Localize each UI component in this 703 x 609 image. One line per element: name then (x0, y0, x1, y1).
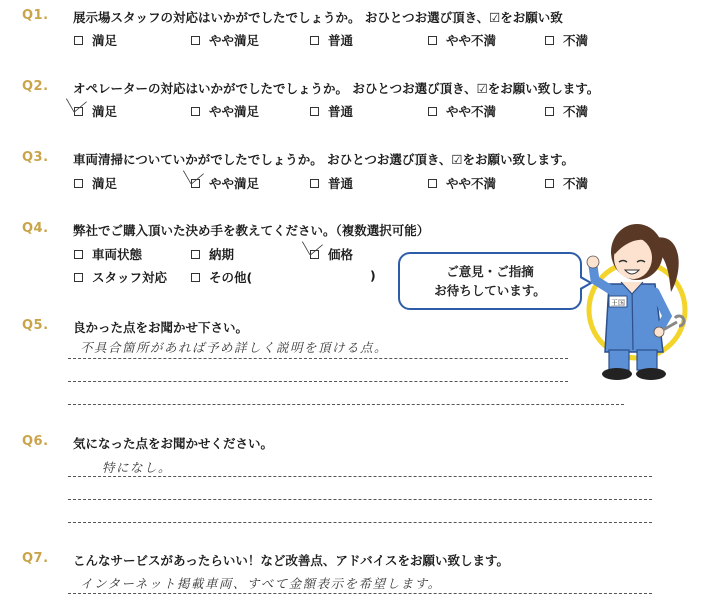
handwritten-answer: 不具合箇所があれば予め詳しく説明を頂ける点。 (80, 340, 389, 355)
option-checkbox[interactable]: やや不満 (428, 31, 496, 49)
option-checkbox[interactable]: 普通 (310, 102, 353, 120)
question-text: 車両清掃についていかがでしたでしょうか。 おひとつお選び頂き、☑をお願い致します。 (73, 152, 575, 167)
question-text: こんなサービスがあったらいい！など改善点、アドバイスをお願い致します。 (73, 553, 510, 568)
mascot-illustration (585, 212, 697, 390)
checkbox[interactable] (191, 107, 200, 116)
checkbox-checked[interactable] (191, 179, 200, 188)
checkbox-checked[interactable] (74, 107, 83, 116)
other-close-paren: ) (370, 268, 376, 283)
checkbox[interactable] (74, 179, 83, 188)
checkbox[interactable] (191, 273, 200, 282)
option-checkbox[interactable]: やや満足 (191, 31, 259, 49)
speech-bubble (398, 252, 582, 310)
option-checkbox[interactable]: 納期 (191, 245, 234, 263)
option-checkbox[interactable]: 車両状態 (74, 245, 142, 263)
option-checkbox[interactable]: 不満 (545, 102, 588, 120)
checkbox[interactable] (74, 36, 83, 45)
question-text: 展示場スタッフの対応はいかがでしたでしょうか。 おひとつお選び頂き、☑をお願い致 (73, 10, 563, 25)
option-checkbox[interactable]: やや不満 (428, 102, 496, 120)
bubble-line-2: お待ちしています。 (434, 283, 546, 298)
question-number: Q7. (22, 551, 49, 566)
answer-line (68, 404, 624, 405)
checkbox[interactable] (191, 36, 200, 45)
checkbox[interactable] (310, 107, 319, 116)
question-number: Q1. (22, 8, 49, 23)
question-text: 気になった点をお聞かせください。 (73, 436, 274, 451)
question-text: 良かった点をお聞かせ下さい。 (73, 320, 249, 335)
answer-line (68, 381, 568, 382)
question-text: 弊社でご購入頂いた決め手を教えてください。（複数選択可能） (73, 223, 430, 238)
option-checkbox[interactable]: 満足 (74, 102, 117, 120)
checkbox[interactable] (74, 250, 83, 259)
checkbox[interactable] (428, 107, 437, 116)
option-checkbox[interactable]: 普通 (310, 31, 353, 49)
answer-line (68, 358, 568, 359)
option-checkbox[interactable]: 満足 (74, 31, 117, 49)
answer-line (68, 522, 652, 523)
question-number: Q3. (22, 150, 49, 165)
option-checkbox[interactable]: やや満足 (191, 174, 259, 192)
option-checkbox[interactable]: 価格 (310, 245, 353, 263)
checkbox[interactable] (545, 179, 554, 188)
question-number: Q2. (22, 79, 49, 94)
checkbox[interactable] (428, 36, 437, 45)
option-checkbox[interactable]: やや不満 (428, 174, 496, 192)
answer-line (68, 593, 652, 594)
checkbox[interactable] (310, 36, 319, 45)
bubble-line-1: ご意見・ご指摘 (446, 264, 534, 279)
checkbox[interactable] (545, 36, 554, 45)
checkbox[interactable] (545, 107, 554, 116)
checkbox[interactable] (74, 273, 83, 282)
handwritten-answer: インターネット掲載車両、すべて金額表示を希望します。 (80, 576, 442, 591)
handwritten-answer: 特になし。 (102, 460, 173, 475)
answer-line (68, 476, 652, 477)
checkbox[interactable] (310, 179, 319, 188)
option-checkbox[interactable]: 不満 (545, 174, 588, 192)
question-number: Q6. (22, 434, 49, 449)
option-checkbox[interactable]: スタッフ対応 (74, 268, 167, 286)
checkbox[interactable] (191, 250, 200, 259)
question-number: Q4. (22, 221, 49, 236)
checkbox-checked[interactable] (310, 250, 319, 259)
answer-line (68, 499, 652, 500)
option-checkbox[interactable]: 満足 (74, 174, 117, 192)
option-checkbox[interactable]: 不満 (545, 31, 593, 49)
question-number: Q5. (22, 318, 49, 333)
option-checkbox[interactable]: その他( (191, 268, 252, 286)
option-checkbox[interactable]: 普通 (310, 174, 353, 192)
question-text: オペレーターの対応はいかがでしたでしょうか。 おひとつお選び頂き、☑をお願い致します。 (73, 81, 600, 96)
option-checkbox[interactable]: やや満足 (191, 102, 259, 120)
badge-label: 王国 (611, 299, 625, 307)
checkbox[interactable] (428, 179, 437, 188)
